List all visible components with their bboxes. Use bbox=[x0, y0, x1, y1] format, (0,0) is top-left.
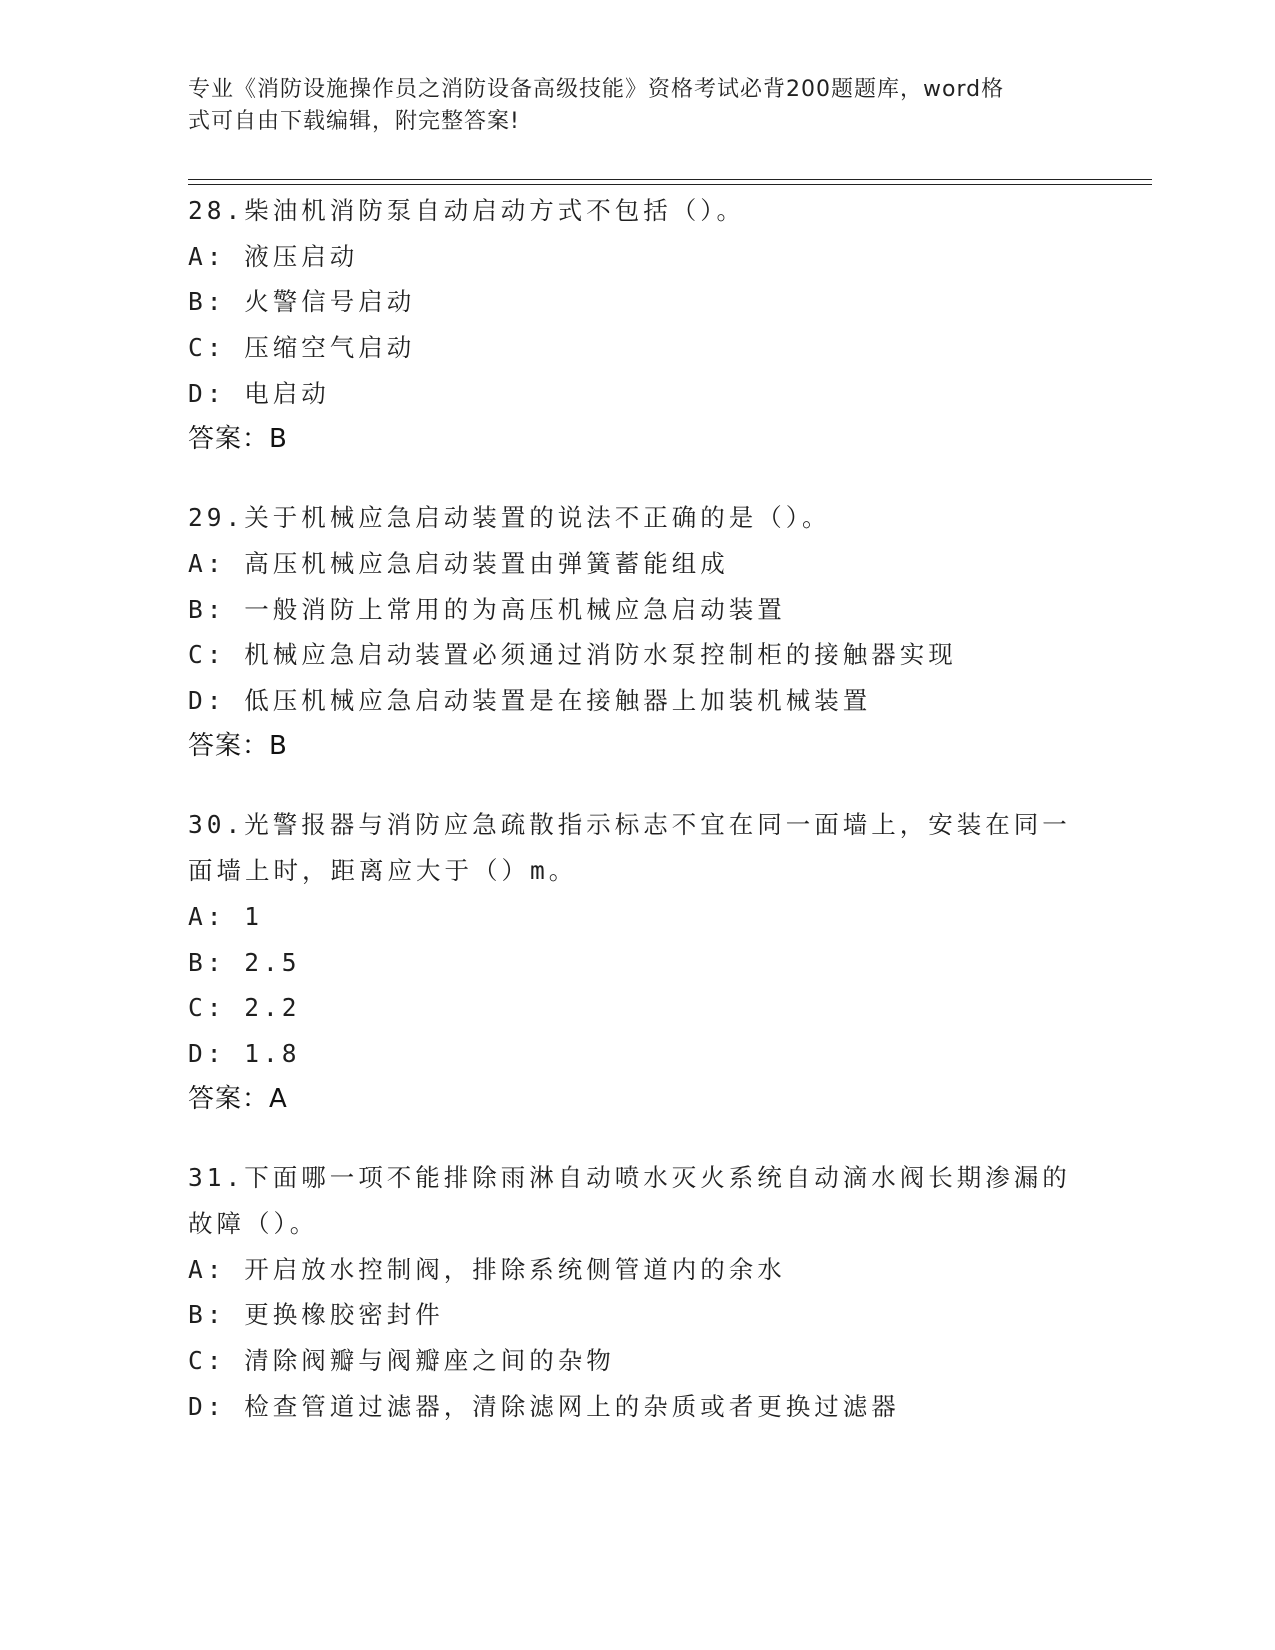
option-b: B: 2.5 bbox=[188, 947, 301, 977]
question-29 bbox=[188, 495, 1088, 769]
option-a: A: 液压启动 bbox=[188, 241, 359, 271]
option-b: B: 一般消防上常用的为高压机械应急启动装置 bbox=[188, 594, 786, 624]
option-a: A: 开启放水控制阀，排除系统侧管道内的余水 bbox=[188, 1254, 786, 1284]
header-divider-top bbox=[188, 179, 1152, 180]
option-b: B: 更换橡胶密封件 bbox=[188, 1300, 444, 1330]
option-a: A: 高压机械应急启动装置由弹簧蓄能组成 bbox=[188, 548, 729, 578]
option-a: A: 1 bbox=[188, 901, 264, 931]
header-line-1: 专业《消防设施操作员之消防设备高级技能》资格考试必背200题题库，word格 bbox=[188, 77, 1005, 102]
question-30 bbox=[188, 802, 1088, 1122]
question-stem-line-1: 30.光警报器与消防应急疏散指示标志不宜在同一面墙上，安装在同一 bbox=[188, 810, 1071, 840]
option-d: D: 1.8 bbox=[188, 1038, 301, 1068]
document-header bbox=[188, 74, 1068, 138]
header-line-2: 式可自由下载编辑，附完整答案! bbox=[188, 109, 520, 134]
question-stem-line-2: 故障（）。 bbox=[188, 1209, 319, 1239]
option-c: C: 压缩空气启动 bbox=[188, 333, 416, 363]
option-c: C: 机械应急启动装置必须通过消防水泵控制柜的接触器实现 bbox=[188, 640, 957, 670]
question-31 bbox=[188, 1155, 1088, 1429]
option-d: D: 低压机械应急启动装置是在接触器上加装机械装置 bbox=[188, 686, 872, 716]
answer-label: 答案：B bbox=[188, 730, 288, 761]
option-b: B: 火警信号启动 bbox=[188, 287, 416, 317]
question-stem-line-1: 31.下面哪一项不能排除雨淋自动喷水灭火系统自动滴水阀长期渗漏的 bbox=[188, 1163, 1071, 1193]
question-stem-line-2: 面墙上时，距离应大于（）m。 bbox=[188, 856, 578, 886]
option-c: C: 清除阀瓣与阀瓣座之间的杂物 bbox=[188, 1346, 615, 1376]
question-list bbox=[188, 188, 1088, 1463]
answer-label: 答案：A bbox=[188, 1083, 288, 1114]
option-d: D: 电启动 bbox=[188, 378, 330, 408]
question-stem: 29.关于机械应急启动装置的说法不正确的是（）。 bbox=[188, 503, 831, 533]
header-divider-bottom bbox=[188, 184, 1152, 185]
question-28 bbox=[188, 188, 1088, 462]
question-stem: 28.柴油机消防泵自动启动方式不包括（）。 bbox=[188, 196, 745, 225]
answer-label: 答案：B bbox=[188, 423, 288, 454]
option-c: C: 2.2 bbox=[188, 993, 301, 1023]
option-d: D: 检查管道过滤器，清除滤网上的杂质或者更换过滤器 bbox=[188, 1391, 900, 1421]
